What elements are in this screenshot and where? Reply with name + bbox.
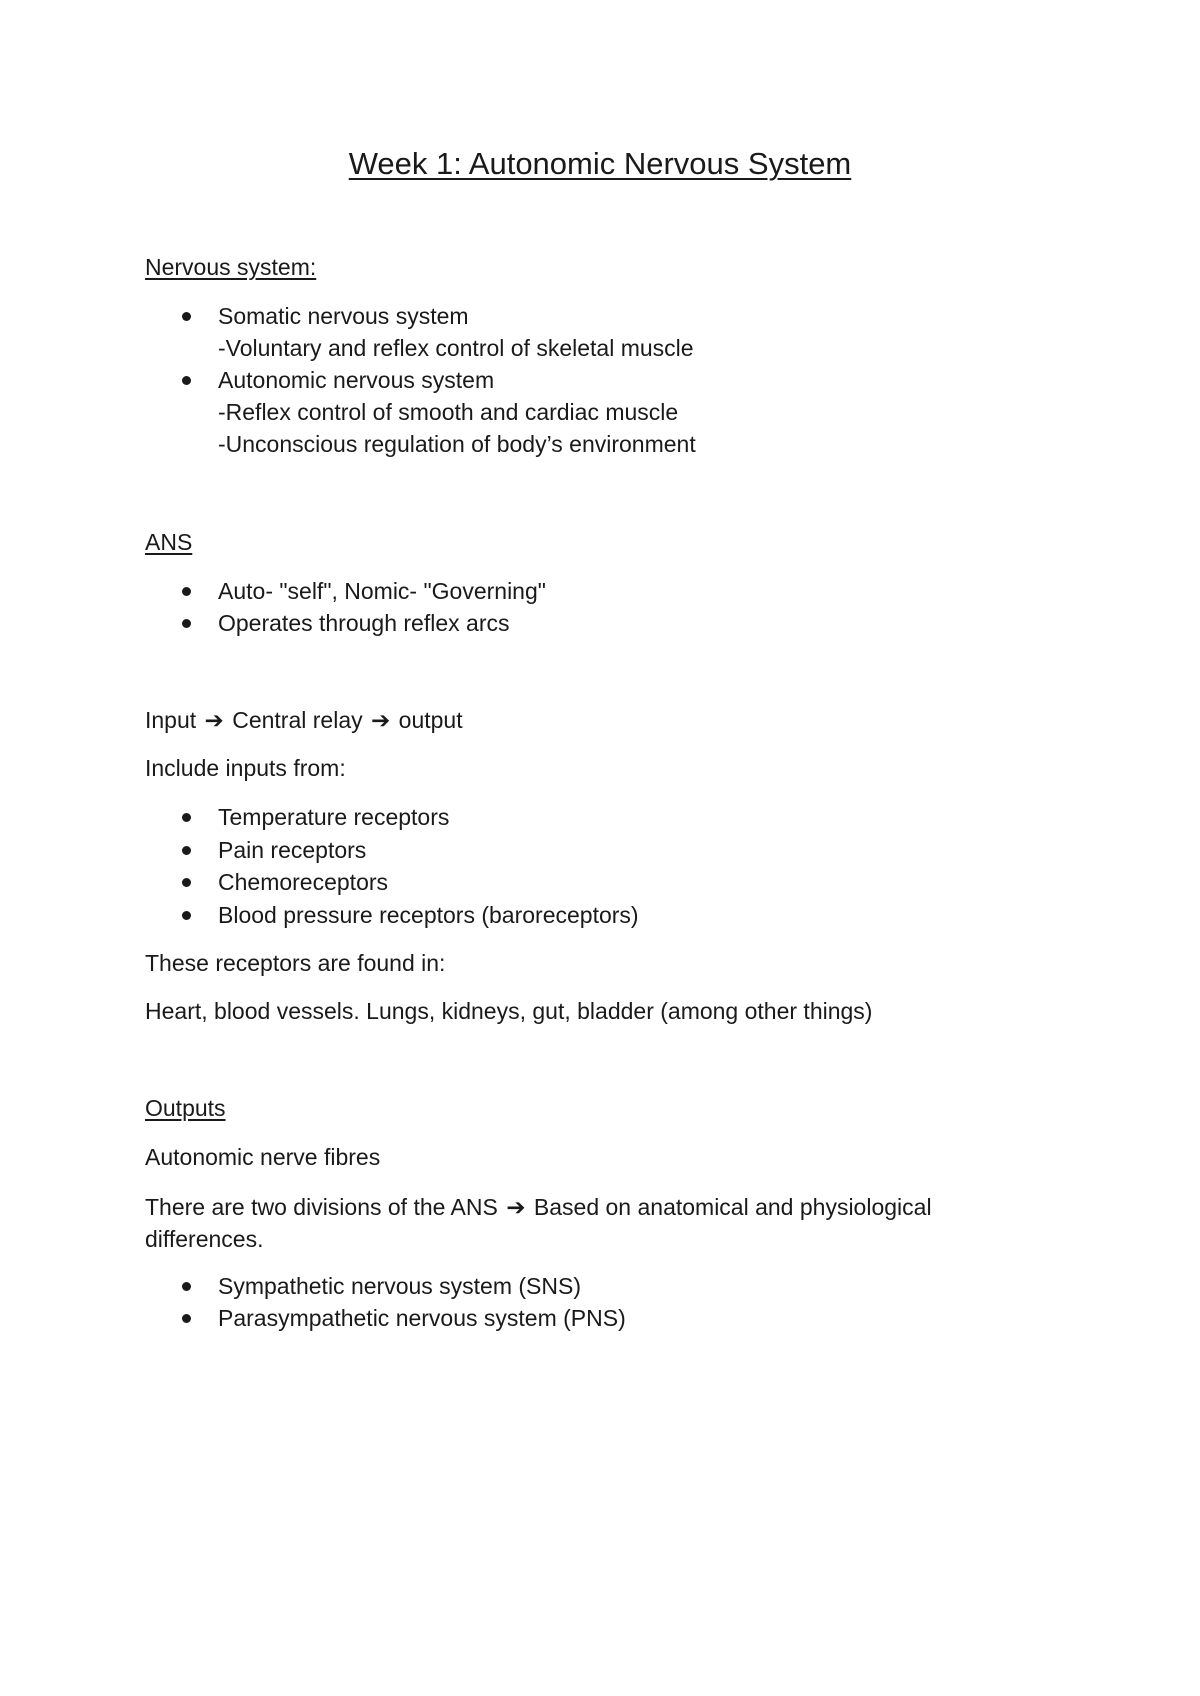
list-item-detail: -Voluntary and reflex control of skeletal muscle <box>218 335 694 361</box>
list-item: Autonomic nervous system <box>218 367 495 393</box>
bullet-icon <box>182 846 191 855</box>
bullet-icon <box>182 312 191 321</box>
list-item: Operates through reflex arcs <box>218 610 510 636</box>
list-item: Pain receptors <box>218 837 367 863</box>
list-item: Parasympathetic nervous system (PNS) <box>218 1305 626 1331</box>
divisions-text-start: There are two divisions of the ANS <box>145 1194 498 1220</box>
list-item: Blood pressure receptors (baroreceptors) <box>218 902 639 928</box>
reflex-output-text: output <box>398 707 463 733</box>
ans-heading: ANS <box>145 529 193 555</box>
arrow-right-icon: ➔ <box>371 707 391 733</box>
found-intro: These receptors are found in: <box>145 950 446 976</box>
divisions-text-end: Based on anatomical and physiological <box>533 1194 932 1220</box>
outputs-heading: Outputs <box>145 1095 226 1121</box>
arrow-right-icon: ➔ <box>204 707 224 733</box>
list-item: Temperature receptors <box>218 804 450 830</box>
nerve-fibres-text: Autonomic nerve fibres <box>145 1144 381 1170</box>
bullet-icon <box>182 1282 191 1291</box>
divisions-text <box>145 1193 932 1221</box>
nervous-system-heading: Nervous system: <box>145 254 317 280</box>
bullet-icon <box>182 1314 191 1323</box>
bullet-icon <box>182 911 191 920</box>
list-item: Sympathetic nervous system (SNS) <box>218 1273 582 1299</box>
divisions-text-continued: differences. <box>145 1226 264 1252</box>
bullet-icon <box>182 619 191 628</box>
bullet-icon <box>182 376 191 385</box>
bullet-icon <box>182 878 191 887</box>
bullet-icon <box>182 587 191 596</box>
reflex-arc-line <box>145 706 463 734</box>
found-list: Heart, blood vessels. Lungs, kidneys, gut, bladder (among other things) <box>145 998 873 1024</box>
list-item: Somatic nervous system <box>218 303 469 329</box>
inputs-intro: Include inputs from: <box>145 755 346 781</box>
list-item-detail: -Reflex control of smooth and cardiac muscle <box>218 399 679 425</box>
page-title: Week 1: Autonomic Nervous System <box>348 146 852 181</box>
list-item-detail: -Unconscious regulation of body’s environment <box>218 431 696 457</box>
list-item: Auto- "self", Nomic- "Governing" <box>218 578 546 604</box>
reflex-relay-text: Central relay <box>232 707 363 733</box>
bullet-icon <box>182 813 191 822</box>
list-item: Chemoreceptors <box>218 869 389 895</box>
arrow-right-icon: ➔ <box>506 1194 526 1220</box>
reflex-input-text: Input <box>145 707 197 733</box>
